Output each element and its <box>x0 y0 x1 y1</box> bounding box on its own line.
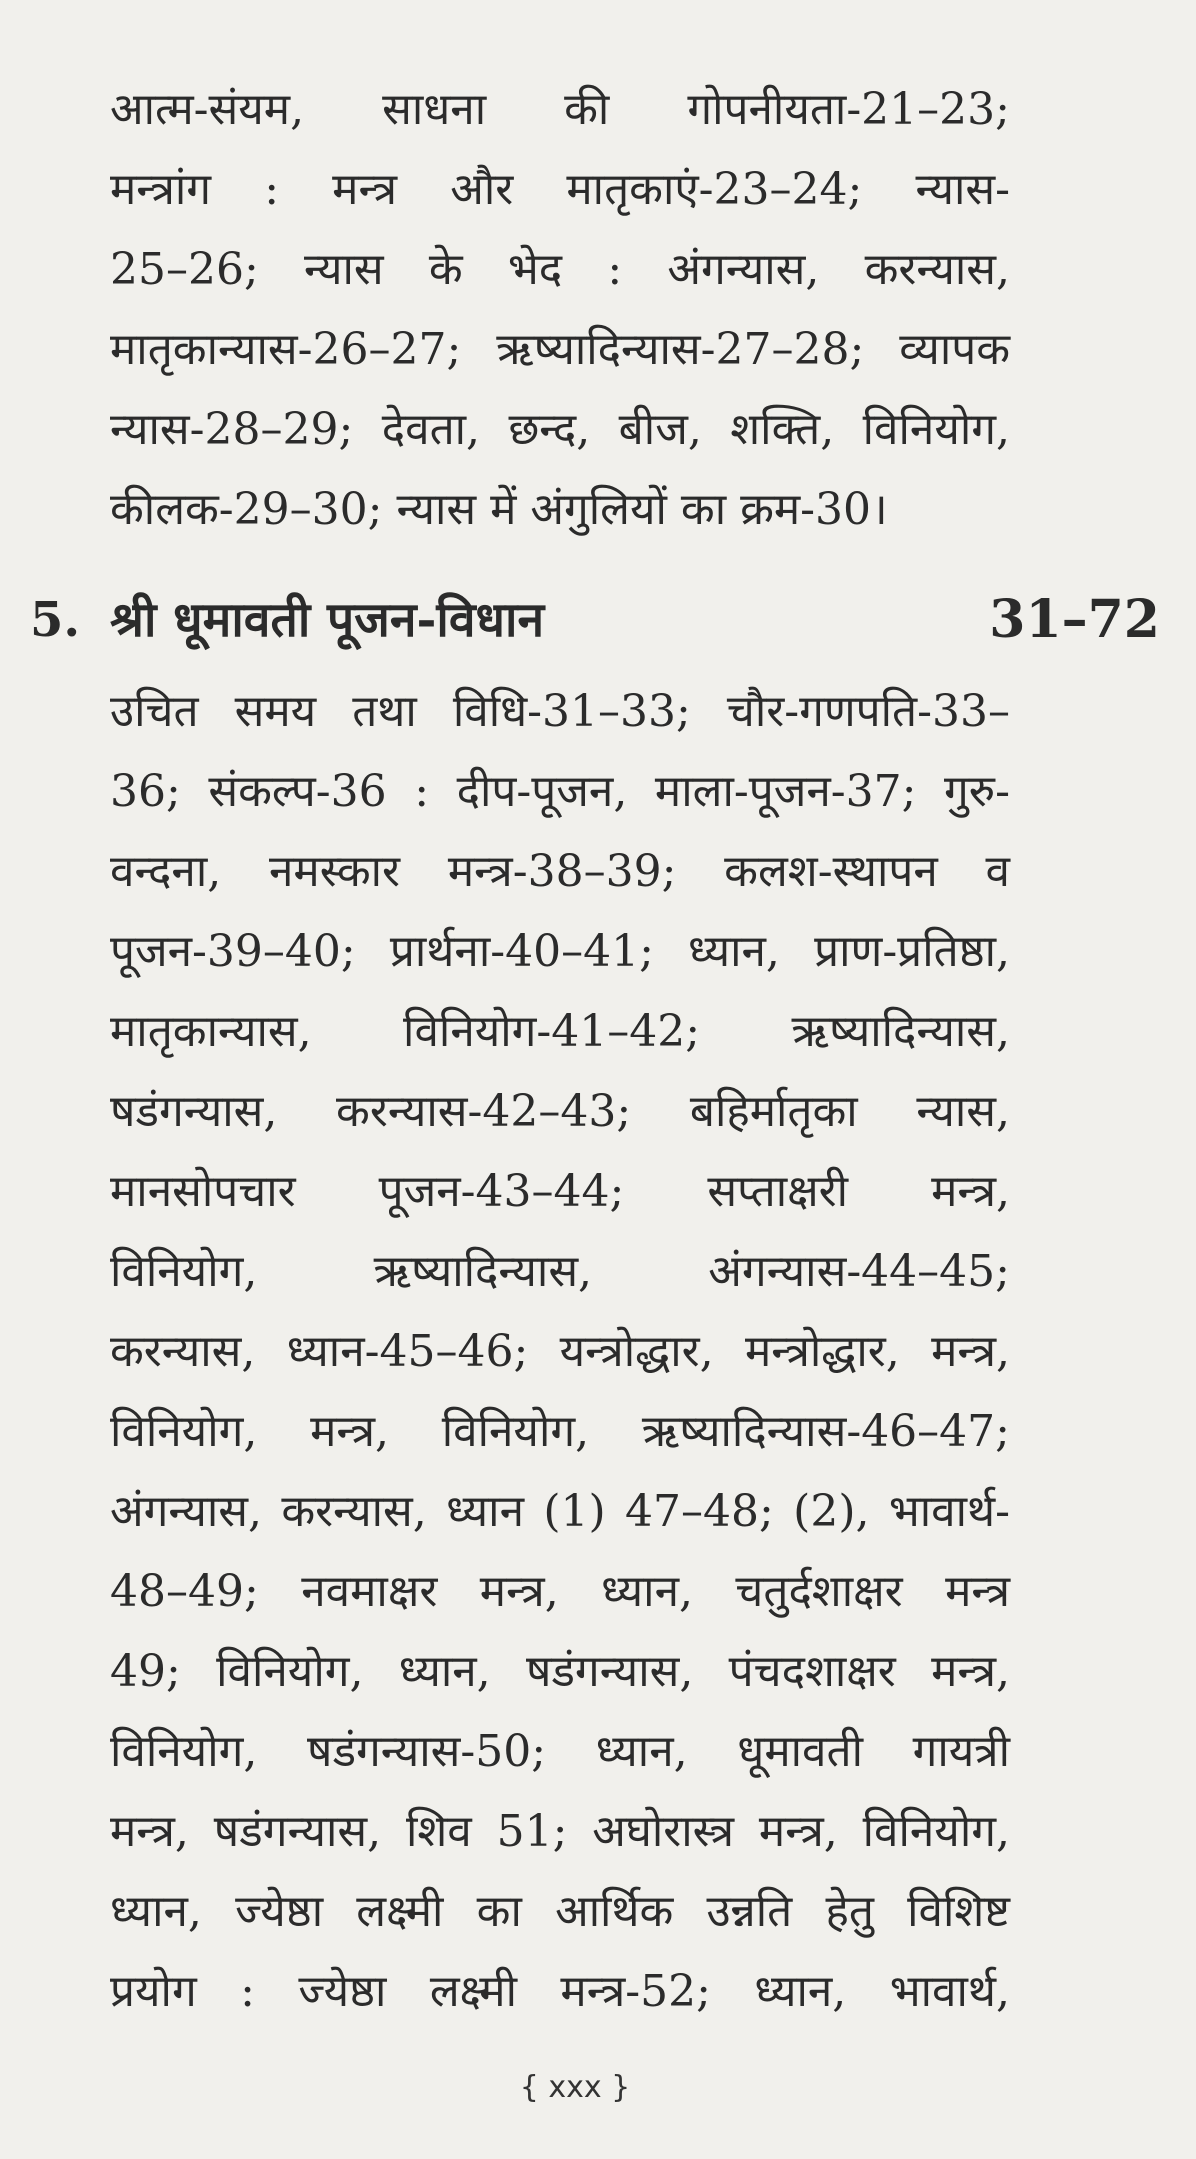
text-line: मातृकान्यास-26–27; ऋष्यादिन्यास-27–28; व्यापक <box>110 324 1010 375</box>
text-line: षडंगन्यास, करन्यास-42–43; बहिर्मातृका न्यास, <box>110 1086 1010 1137</box>
section-contents-paragraph <box>110 672 1010 2032</box>
text-line: अंगन्यास, करन्यास, ध्यान (1) 47–48; (2), भावार्थ- <box>110 1486 1010 1537</box>
section-title: श्री धूमावती पूजन-विधान <box>110 592 545 648</box>
text-line: प्रयोग : ज्येष्ठा लक्ष्मी मन्त्र-52; ध्यान, भावार्थ, <box>110 1966 1010 2017</box>
text-line: विनियोग, ऋष्यादिन्यास, अंगन्यास-44–45; <box>110 1246 1010 1297</box>
text-line: आत्म-संयम, साधना की गोपनीयता-21–23; <box>110 84 1010 135</box>
text-line: 49; विनियोग, ध्यान, षडंगन्यास, पंचदशाक्षर मन्त्र, <box>110 1646 1010 1697</box>
text-line: उचित समय तथा विधि-31–33; चौर-गणपति-33– <box>110 686 1010 737</box>
text-line: 48–49; नवमाक्षर मन्त्र, ध्यान, चतुर्दशाक्षर मन्त्र <box>110 1566 1010 1617</box>
text-line: विनियोग, मन्त्र, विनियोग, ऋष्यादिन्यास-46–47; <box>110 1406 1010 1457</box>
text-line: मातृकान्यास, विनियोग-41–42; ऋष्यादिन्यास, <box>110 1006 1010 1057</box>
text-line: पूजन-39–40; प्रार्थना-40–41; ध्यान, प्राण-प्रतिष्ठा, <box>110 926 1010 977</box>
text-line: मानसोपचार पूजन-43–44; सप्ताक्षरी मन्त्र, <box>110 1166 1010 1217</box>
text-line: करन्यास, ध्यान-45–46; यन्त्रोद्धार, मन्त्रोद्धार, मन्त्र, <box>110 1326 1010 1377</box>
text-line: विनियोग, षडंगन्यास-50; ध्यान, धूमावती गायत्री <box>110 1726 1010 1777</box>
text-line: मन्त्रांग : मन्त्र और मातृकाएं-23–24; न्यास- <box>110 164 1010 215</box>
text-line: ध्यान, ज्येष्ठा लक्ष्मी का आर्थिक उन्नति हेतु विशिष्ट <box>110 1886 1010 1937</box>
text-line: न्यास-28–29; देवता, छन्द, बीज, शक्ति, विनियोग, <box>110 404 1010 455</box>
text-line: मन्त्र, षडंगन्यास, शिव 51; अघोरास्त्र मन्त्र, विनियोग, <box>110 1806 1010 1857</box>
text-line: कीलक-29–30; न्यास में अंगुलियों का क्रम-30। <box>110 484 888 535</box>
continued-contents-paragraph <box>110 70 1010 550</box>
text-line: 25–26; न्यास के भेद : अंगन्यास, करन्यास, <box>110 244 1010 295</box>
section-number: 5. <box>30 592 81 648</box>
page-number: { xxx } <box>519 2070 631 2105</box>
section-page-range: 31–72 <box>989 589 1160 650</box>
text-line: वन्दना, नमस्कार मन्त्र-38–39; कलश-स्थापन व <box>110 846 1010 897</box>
section-heading <box>30 575 1160 665</box>
text-line: 36; संकल्प-36 : दीप-पूजन, माला-पूजन-37; गुरु- <box>110 766 1010 817</box>
